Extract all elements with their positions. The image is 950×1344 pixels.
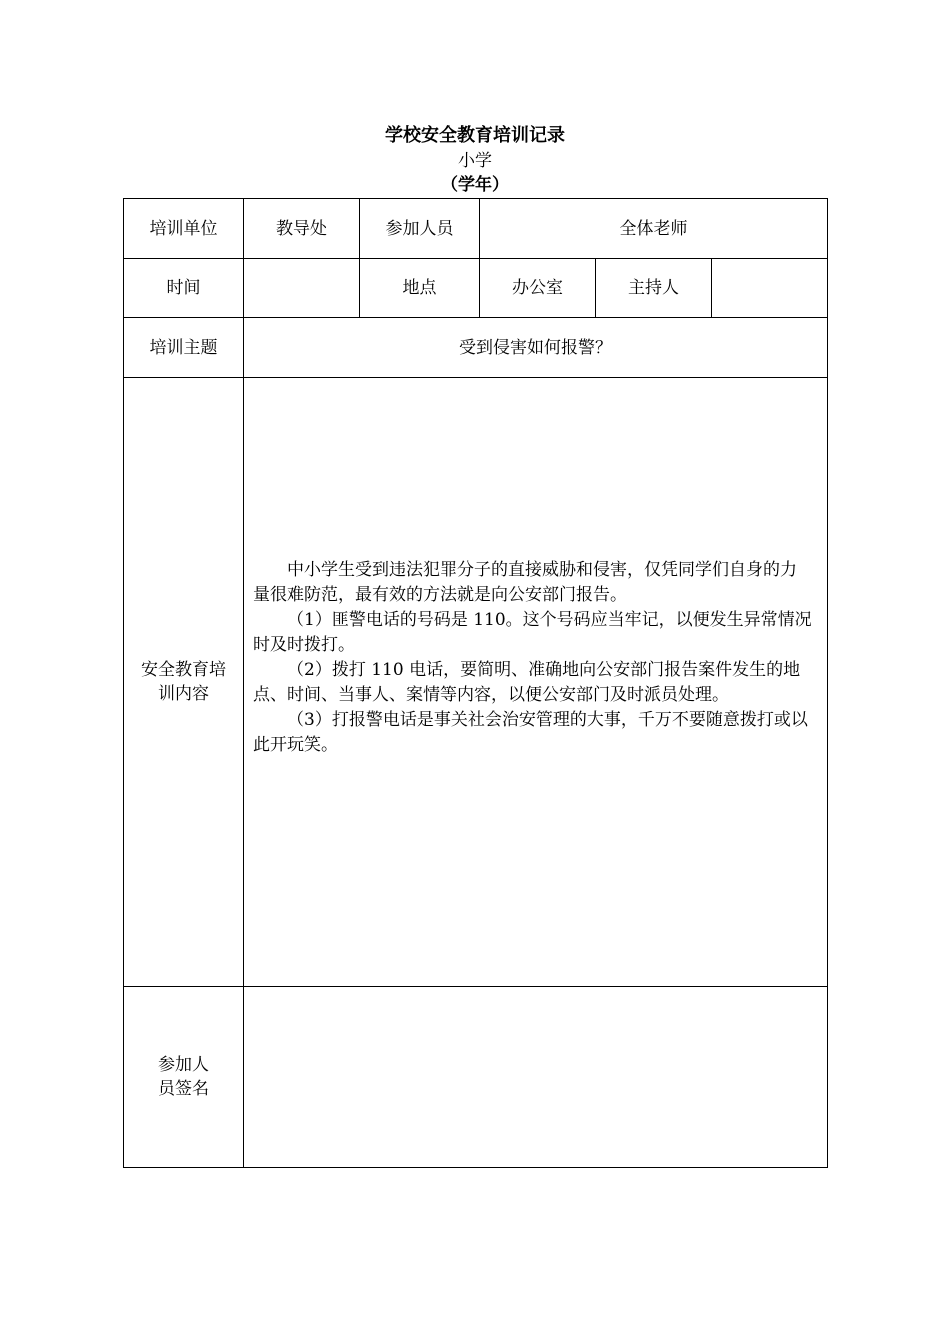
- signature-label-line2: 员签名: [158, 1079, 209, 1099]
- participants-label: 参加人员: [385, 218, 454, 239]
- signature-label-line1: 参加人: [158, 1055, 209, 1075]
- content-paragraph: （2）拨打 110 电话，要简明、准确地向公安部门报告案件发生的地点、时间、当事人、案情等内容，以便公安部门及时派员处理。: [253, 660, 801, 705]
- content-paragraph: 中小学生受到违法犯罪分子的直接威胁和侵害，仅凭同学们自身的力量很难防范，最有效的方法就是向公安部门报告。: [253, 560, 797, 605]
- topic-label: 培训主题: [149, 337, 218, 358]
- unit-value: 教导处: [276, 218, 327, 239]
- content-label-line1: 安全教育培: [141, 660, 226, 680]
- content-label-line2: 训内容: [158, 684, 209, 704]
- content-paragraph: （1）匪警电话的号码是 110。这个号码应当牢记，以便发生异常情况时及时拨打。: [253, 610, 812, 655]
- table-border-bottom: [123, 1167, 828, 1168]
- place-value: 办公室: [512, 278, 563, 298]
- school-year: （学年）: [441, 175, 509, 195]
- document-title: 学校安全教育培训记录: [385, 125, 565, 146]
- host-label: 主持人: [628, 278, 679, 298]
- content-paragraph: （3）打报警电话是事关社会治安管理的大事，千万不要随意拨打或以此开玩笑。: [253, 710, 808, 755]
- time-label: 时间: [166, 278, 201, 298]
- content-label: [124, 378, 243, 986]
- unit-label: 培训单位: [149, 218, 218, 239]
- signature-label: [124, 987, 243, 1167]
- place-label: 地点: [402, 278, 437, 298]
- time-value: [244, 259, 359, 317]
- school-name: 小学: [458, 151, 492, 171]
- topic-value: 受到侵害如何报警？: [459, 337, 612, 358]
- training-content: [253, 558, 813, 758]
- table-border-right: [827, 198, 828, 1168]
- host-value: [712, 259, 827, 317]
- signature-area[interactable]: [244, 987, 827, 1167]
- participants-value: 全体老师: [619, 218, 688, 239]
